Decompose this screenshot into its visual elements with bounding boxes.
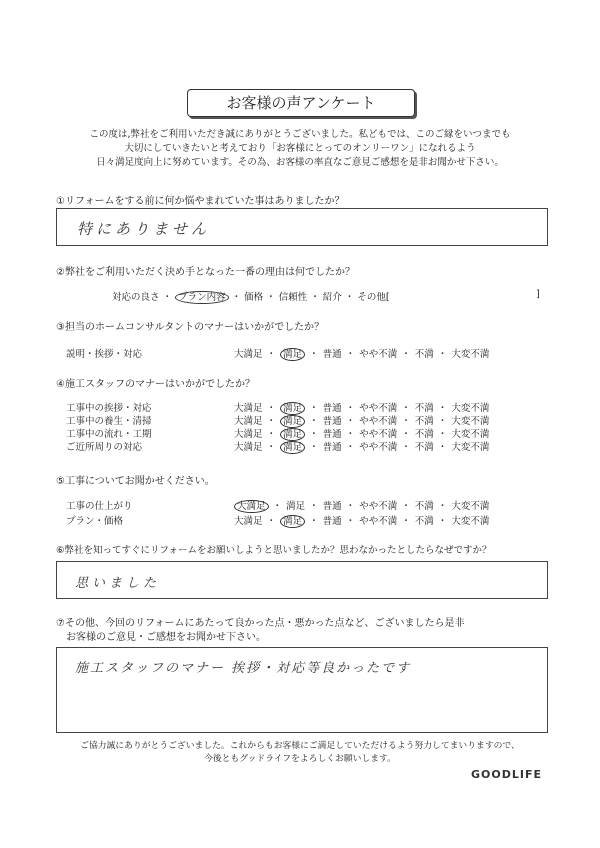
scale-option: やや不満 (359, 429, 398, 440)
rating-scale: 大満足 ・ 満足 ・ 普通 ・ やや不満 ・ 不満 ・ 大変不満 (234, 429, 490, 440)
scale-option: 普通 (322, 442, 342, 453)
rating-scale: 大満足 ・ 満足 ・ 普通 ・ やや不満 ・ 不満 ・ 大変不満 (234, 416, 490, 427)
scale-option: 大満足 (234, 416, 263, 427)
handwritten-answer-7: 施工スタッフのマナー 挨拶・対応等良かったです (75, 661, 412, 676)
scale-option: 普通 (322, 516, 342, 527)
scale-option: 満足 (286, 501, 306, 512)
survey-title: お客様の声アンケート (187, 89, 415, 117)
rating-scale: 大満足 ・ 満足 ・ 普通 ・ やや不満 ・ 不満 ・ 大変不満 (234, 442, 490, 453)
scale-option: やや不満 (359, 442, 398, 453)
company-logo: GOODLIFE (471, 768, 542, 781)
scale-option: やや不満 (359, 416, 398, 427)
scale-option: やや不満 (359, 349, 398, 360)
q2-option: 紹介 (322, 292, 342, 303)
scale-option-circled: 大満足 (234, 500, 269, 513)
scale-option: 大変不満 (451, 442, 490, 453)
intro-text (40, 128, 560, 170)
question-2: ②弊社をご利用いただく決め手となった一番の理由は何でしたか？ (56, 267, 355, 278)
scale-option: 普通 (322, 429, 342, 440)
scale-option: 不満 (414, 349, 434, 360)
question-5: ⑤工事についてお聞かせください。 (56, 476, 215, 487)
scale-option: 大変不満 (451, 501, 490, 512)
rating-scale: 大満足 ・ 満足 ・ 普通 ・ やや不満 ・ 不満 ・ 大変不満 (234, 403, 490, 414)
footer-line: 今後ともグッドライフをよろしくお願いします。 (204, 754, 396, 764)
rating-scale: 大満足 ・ 満足 ・ 普通 ・ やや不満 ・ 不満 ・ 大変不満 (234, 498, 489, 512)
rating-scale: 大満足 ・ 満足 ・ 普通 ・ やや不満 ・ 不満 ・ 大変不満 (234, 516, 490, 527)
question-4: ④施工スタッフのマナーはいかがでしたか？ (56, 379, 255, 390)
q2-option: 信頼性 (278, 292, 308, 303)
bracket-open: [ (385, 292, 390, 303)
answer-box-6 (56, 561, 548, 599)
scale-option: 普通 (322, 416, 342, 427)
scale-option: 大満足 (234, 442, 263, 453)
row-label: 工事の仕上がり (66, 501, 133, 512)
handwritten-answer-6: 思いました (75, 576, 161, 591)
scale-option-circled: 満足 (280, 515, 305, 528)
scale-option: 大変不満 (451, 403, 490, 414)
footer-text (40, 740, 560, 766)
scale-option: やや不満 (359, 403, 398, 414)
intro-line: この度は,弊社をご利用いただき誠にありがとうございました。私どもでは、このご縁をいつまでも (89, 129, 511, 140)
row-label: 工事中の挨拶・対応 (66, 403, 152, 414)
q2-option: 価格 (244, 292, 264, 303)
q2-option-circled: プラン内容 (175, 291, 229, 304)
scale-option: 不満 (414, 501, 434, 512)
answer-box-7 (56, 647, 548, 733)
scale-option: 大変不満 (451, 516, 490, 527)
scale-option: 普通 (322, 501, 342, 512)
footer-line: ご協力誠にありがとうございました。これからもお客様にご満足していただけるよう努力してまいりますので、 (80, 741, 520, 751)
question-6: ⑥弊社を知ってすぐにリフォームをお願いしようと思いましたか？思わなかったとしたらなぜですか？ (56, 545, 492, 556)
scale-option: 普通 (322, 349, 342, 360)
bracket-close: ] (536, 289, 540, 300)
row-label: 工事中の流れ・工期 (66, 429, 152, 440)
q2-options: 対応の良さ ・ プラン内容 ・ 価格 ・ 信頼性 ・ 紹介 ・ その他[ (112, 292, 390, 303)
intro-line: 日々満足度向上に努めています。その為、お客様の率直なご意見ご感想を是非お聞かせ下さい。 (96, 157, 504, 168)
row-label: プラン・価格 (66, 516, 124, 527)
question-1: ①リフォームをする前に何か悩やまれていた事はありましたか？ (56, 196, 345, 207)
q2-option: 対応の良さ (112, 292, 160, 303)
row-label: ご近所周りの対応 (66, 442, 143, 453)
answer-box-1 (56, 208, 548, 246)
rating-scale: 大満足 ・ 満足 ・ 普通 ・ やや不満 ・ 不満 ・ 大変不満 (234, 349, 490, 360)
scale-option: 大変不満 (451, 349, 490, 360)
scale-option: 大変不満 (451, 416, 490, 427)
row-label: 説明・挨拶・対応 (66, 349, 143, 360)
row-label: 工事中の養生・清掃 (66, 416, 152, 427)
intro-line: 大切にしていきたいと考えており「お客様にとってのオンリーワン」になれるよう (124, 143, 476, 154)
scale-option-circled: 満足 (280, 348, 305, 361)
scale-option: 不満 (414, 429, 434, 440)
scale-option: 大変不満 (451, 429, 490, 440)
scale-option: 不満 (414, 516, 434, 527)
question-3: ③担当のホームコンサルタントのマナーはいかがでしたか？ (56, 322, 325, 333)
scale-option: 大満足 (234, 516, 263, 527)
scale-option-circled: 満足 (280, 402, 305, 415)
scale-option: 不満 (414, 403, 434, 414)
scale-option: 不満 (414, 416, 434, 427)
question-7-line-2: お客様のご意見・ご感想をお聞かせ下さい。 (66, 632, 266, 643)
q2-option: その他 (357, 292, 386, 303)
scale-option-circled: 満足 (280, 428, 305, 441)
scale-option: 不満 (414, 442, 434, 453)
scale-option: やや不満 (359, 501, 398, 512)
scale-option: やや不満 (359, 516, 398, 527)
handwritten-answer-1: 特にありません (77, 220, 211, 238)
scale-option-circled: 満足 (280, 415, 305, 428)
scale-option: 大満足 (234, 429, 263, 440)
scale-option: 普通 (322, 403, 342, 414)
scale-option: 大満足 (234, 403, 263, 414)
scale-option-circled: 満足 (280, 441, 305, 454)
question-7-line-1: ⑦その他、今回のリフォームにあたって良かった点・悪かった点など、ございましたら是非 (56, 618, 465, 629)
scale-option: 大満足 (234, 349, 263, 360)
